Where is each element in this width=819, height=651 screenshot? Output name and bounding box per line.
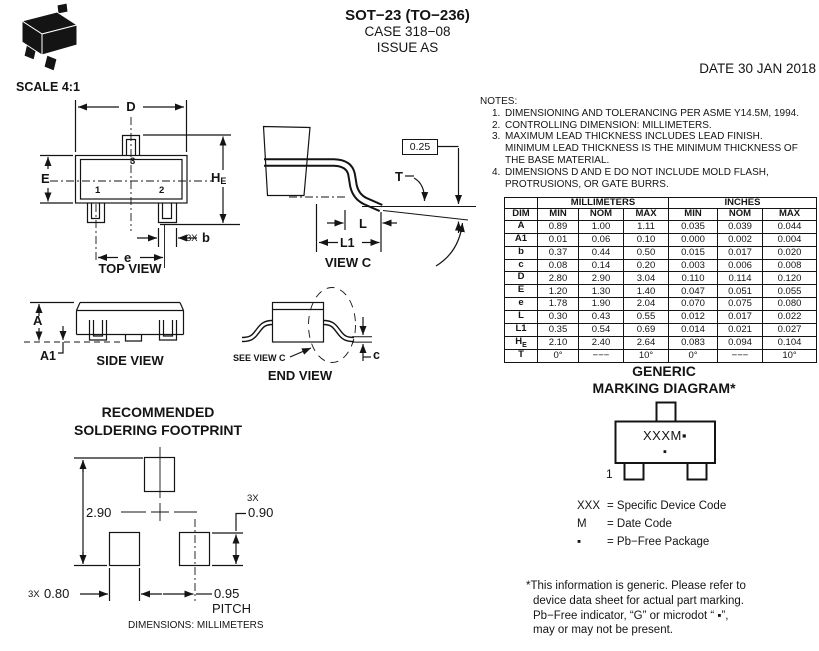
dim-label-t: T [395,169,403,184]
note-item: 2. CONTROLLING DIMENSION: MILLIMETERS. [492,119,712,131]
footprint-dim-pad-height: 0.90 [248,505,274,520]
table-row: c 0.08 0.14 0.20 0.003 0.006 0.008 [505,259,817,272]
scale-label: SCALE 4:1 [16,80,80,94]
end-view-drawing [242,288,372,363]
side-view-title: SIDE VIEW [96,353,164,368]
footprint-dim-pitch: 0.95 [214,586,240,601]
table-unit-header-row: MILLIMETERS INCHES [505,198,817,209]
table-row: b 0.37 0.44 0.50 0.015 0.017 0.020 [505,246,817,259]
table-row: e 1.78 1.90 2.04 0.070 0.075 0.080 [505,298,817,311]
side-view-drawing [24,303,184,354]
case-number: CASE 318−08 [364,24,451,39]
doc-title: SOT−23 (TO−236) [345,7,470,24]
legend-item: ▪ = Pb−Free Package [577,536,710,548]
legend-item: M = Date Code [577,518,672,530]
notes-heading: NOTES: [480,96,518,107]
footprint-title-line1: RECOMMENDED [101,404,215,420]
dim-label-he: $H_E$ [211,170,227,186]
table-row: T 0° −−− 10° 0° −−− 10° [505,349,817,362]
note-item: 3. MAXIMUM LEAD THICKNESS INCLUDES LEAD FINISH. MINIMUM LEAD THICKNESS IS THE MINIMUM THICKNESS OF THE BASE MATERIAL. [492,131,798,166]
footprint-pad-h-prefix: 3X [247,493,259,504]
top-view-title: TOP VIEW [98,261,162,276]
note-item: 4. DIMENSIONS D AND E DO NOT INCLUDE MOLD FLASH, PROTRUSIONS, OR GATE BURRS. [492,166,769,190]
footprint-pitch-word: PITCH [212,601,251,616]
footprint-dim-pad-width: 0.80 [44,586,70,601]
pin-number-3: 3 [130,156,136,167]
pin-number-1: 1 [95,185,101,196]
footprint-dim-height: 2.90 [86,505,112,520]
issue-code: ISSUE AS [376,40,439,55]
dim-label-l: L [359,216,367,231]
dimension-table [504,197,817,363]
table-row: A 0.89 1.00 1.11 0.035 0.039 0.044 [505,220,817,233]
notes-block [480,96,818,190]
marking-code-text: XXXM▪ [643,428,687,443]
table-row: $H_E$ 2.10 2.40 2.64 0.083 0.094 0.104 [505,336,817,349]
table-column-header-row: DIM MIN NOM MAX MIN NOM MAX [505,208,817,220]
footprint-title-line2: SOLDERING FOOTPRINT [74,422,242,438]
dim-label-b: b [202,230,210,245]
footprint-units-note: DIMENSIONS: MILLIMETERS [128,620,264,631]
top-view-drawing [40,100,240,268]
dim-label-e-body: E [41,171,50,186]
pbfree-dot: ▪ [663,446,667,458]
dim-label-a: A [33,313,43,328]
view-c-drawing [264,127,477,267]
marking-pin1-label: 1 [606,467,613,481]
dim-label-c: c [373,348,380,362]
dim-label-d: D [126,99,136,114]
note-item: 1. DIMENSIONING AND TOLERANCING PER ASME Y14.5M, 1994. [492,107,799,119]
table-row: D 2.80 2.90 3.04 0.110 0.114 0.120 [505,272,817,285]
marking-title-line1: GENERIC [632,363,696,379]
table-row: A1 0.01 0.06 0.10 0.000 0.002 0.004 [505,233,817,246]
see-view-c-note: SEE VIEW C [233,353,286,363]
gauge-plane-callout: 0.25 [402,139,438,155]
marking-title-line2: MARKING DIAGRAM* [592,380,736,396]
footprint-drawing [74,447,246,601]
table-row: L 0.30 0.43 0.55 0.012 0.017 0.022 [505,311,817,324]
table-row: L1 0.35 0.54 0.69 0.014 0.021 0.027 [505,324,817,337]
date-label: DATE 30 JAN 2018 [699,61,816,76]
package-3d-icon [22,3,77,71]
dim-label-b-prefix: 3X [186,233,198,244]
dim-label-pitch-e: e [124,250,132,265]
dim-label-a1: A1 [40,349,56,363]
pin-number-2: 2 [159,185,165,196]
view-c-title: VIEW C [324,255,372,270]
legend-item: XXX = Specific Device Code [577,500,727,512]
dim-label-l1: L1 [340,236,355,250]
end-view-title: END VIEW [267,368,333,383]
generic-marking-footnote: *This information is generic. Please refer to device data sheet for actual part marking. Pb−Free indicator, “G” or microdot “ ▪”, may or may not be present. [526,580,746,637]
table-row: E 1.20 1.30 1.40 0.047 0.051 0.055 [505,285,817,298]
footprint-pad-w-prefix: 3X [28,589,40,600]
